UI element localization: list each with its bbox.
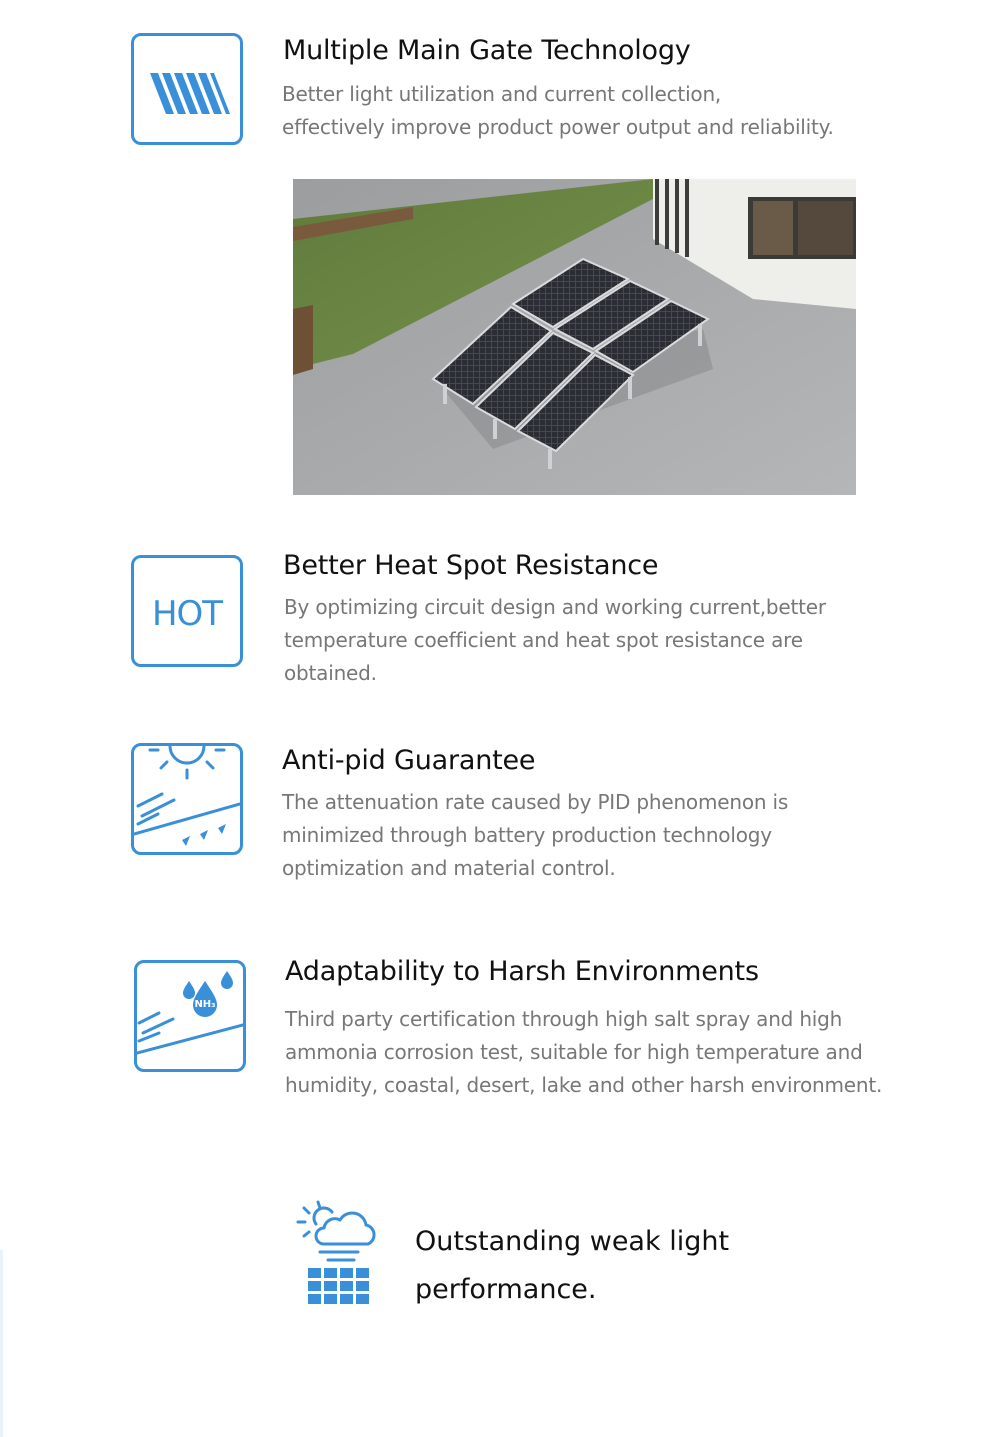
feature-title: Better Heat Spot Resistance <box>283 550 659 581</box>
weak-light-line: Outstanding weak light <box>415 1226 730 1257</box>
droplet-nh3-icon <box>134 960 246 1072</box>
feature-title: Anti-pid Guarantee <box>282 745 536 776</box>
sun-panel-icon <box>131 743 243 855</box>
busbar-lines-icon <box>131 33 243 145</box>
feature-title: Adaptability to Harsh Environments <box>285 956 759 987</box>
description-line: ammonia corrosion test, suitable for high temperature and <box>285 1040 863 1064</box>
description-line: temperature coefficient and heat spot resistance are <box>284 628 803 652</box>
feature-description <box>282 786 788 885</box>
cloud-sun-panel-icon <box>294 1198 380 1310</box>
feature-description <box>284 591 826 690</box>
page-edge-accent <box>0 1250 3 1437</box>
solar-panels-photo <box>293 179 856 495</box>
description-line: obtained. <box>284 661 377 685</box>
nh3-label: NH₃ <box>194 999 216 1010</box>
feature-description <box>285 1003 882 1102</box>
description-line: The attenuation rate caused by PID phenomenon is <box>282 790 789 814</box>
description-line: By optimizing circuit design and working current,better <box>284 595 826 619</box>
feature-description <box>282 78 834 144</box>
description-line: humidity, coastal, desert, lake and other harsh environment. <box>285 1073 883 1097</box>
weak-light-heading <box>415 1218 729 1314</box>
description-line: Third party certification through high salt spray and high <box>285 1007 843 1031</box>
weak-light-line: performance. <box>415 1274 597 1305</box>
description-line: Better light utilization and current collection, <box>282 82 722 106</box>
hot-icon-label: HOT <box>151 594 223 634</box>
description-line: optimization and material control. <box>282 856 616 880</box>
hot-icon <box>131 555 243 667</box>
description-line: effectively improve product power output and reliability. <box>282 115 834 139</box>
description-line: minimized through battery production technology <box>282 823 772 847</box>
feature-title: Multiple Main Gate Technology <box>283 35 691 66</box>
